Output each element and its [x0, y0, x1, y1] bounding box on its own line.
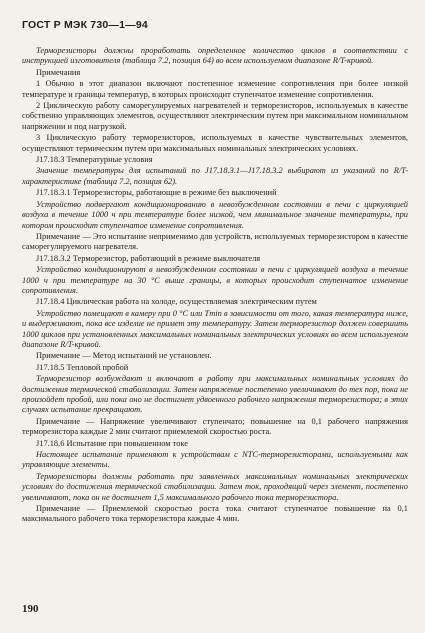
paragraph: Примечания [36, 67, 81, 77]
paragraph: J17.18.6 Испытание при повышенном токе [36, 438, 188, 448]
paragraph: J17.18.3.1 Терморезисторы, работающие в режиме без выключений [36, 188, 277, 198]
paragraph: Примечание — Приемлемой скоростью роста тока считают ступенчатое повышение на 0,1 максимального рабочего тока терморезистора каждые 4 мин. [22, 504, 408, 524]
paragraph: Настоящее испытание применяют к устройствам с NTC-терморезисторами, используемыми как управляющие элементы. [22, 450, 408, 470]
page-number: 190 [22, 603, 39, 615]
paragraph: 1 Обычно в этот диапазон включают постепенное изменение сопротивления при более низкой температуре и границы температур, в которых происходит ступенчатое изменение сопротивления. [22, 79, 408, 99]
paragraph: Примечание — Напряжение увеличивают ступенчато; повышение на 0,1 рабочего напряжения терморезистора каждые 2 мин считают приемлемой скоростью роста. [22, 416, 408, 437]
paragraph: Терморезисторы должны проработать определенное количество циклов в соответствии с инструкцией изготовителя (таблица 7.2, позиция 64) во всем используемом диапазоне R/T-кривой. [22, 46, 408, 66]
paragraph: J17.18.3 Температурные условия [36, 155, 153, 165]
paragraph: Устройство подвергают кондиционированию в невозбужденном состоянии в печи с циркуляцией воздуха в течение 1000 ч при температуре более низкой, чем минимальное значение температуры, при котором происходит ступенчатое изменение сопротивления. [22, 199, 408, 230]
paragraph: Терморезистор возбуждают и включают в работу при максимальных номинальных условиях до достижения термической стабилизации. Затем напряжение постепенно увеличивают до тех пор, пока не произойдет пробой, или пока оно не достигнет удвоенного рабочего напряжения терморезистора; в этих случаях испытание прекращают. [22, 374, 408, 415]
paragraph: Устройство кондиционируют в невозбужденном состоянии в печи с циркуляцией воздуха в течение 1000 ч при температуре на 30 °С выше границы, в которых происходит ступенчатое изменение сопротивления. [22, 265, 408, 295]
paragraph: J17.18.5 Тепловой пробой [36, 362, 129, 372]
paragraph: J17.18.3.2 Терморезистор, работающий в режиме выключателя [36, 253, 261, 263]
paragraph: 3 Циклическую работу терморезисторов, используемых в качестве чувствительных элементов, осуществляют термическим путем при максимальных номинальных электрических условиях. [22, 133, 408, 153]
paragraph: J17.18.4 Циклическая работа на холоде, осуществляемая электрическим путем [36, 297, 317, 307]
paragraph: 2 Циклическую работу саморегулируемых нагревателей и терморезисторов, используемых в качестве собственно управляющих элементов, осуществляют электрическим путем при максимальном номинальном напряжении и под нагрузкой. [22, 101, 408, 131]
paragraph: Примечание — Метод испытаний не установлен. [36, 351, 212, 361]
paragraph: Терморезисторы должны работать при заявленных максимальных номинальных электрических условиях до достижения термической стабилизации. Затем ток, проходящий через элемент, постепенно увеличивают, пока он не достигнет 1,5 максимального рабочего тока терморезистора. [22, 471, 408, 502]
paragraph: Значение температуры для испытаний по J17.18.3.1—J17.18.3.2 выбирают из указаний по R/T-характеристике (таблица 7.2, позиция 62). [22, 166, 408, 186]
page-header-title: ГОСТ Р МЭК 730—1—94 [22, 19, 148, 31]
paragraph: Устройство помещают в камеру при 0 °С или Tmin в зависимости от того, какая температура ниже, и выдерживают, пока все изделие не примет эту температуру. Затем терморезистор должен совершить 1000 циклов при установленных максимальных номинальных электрических условиях во всем используемом диапазоне R/T-кривой. [22, 308, 408, 349]
paragraph: Примечание — Это испытание неприменимо для устройств, используемых терморезистором в качестве саморегулируемого нагревателя. [22, 231, 408, 252]
document-body [22, 46, 408, 526]
